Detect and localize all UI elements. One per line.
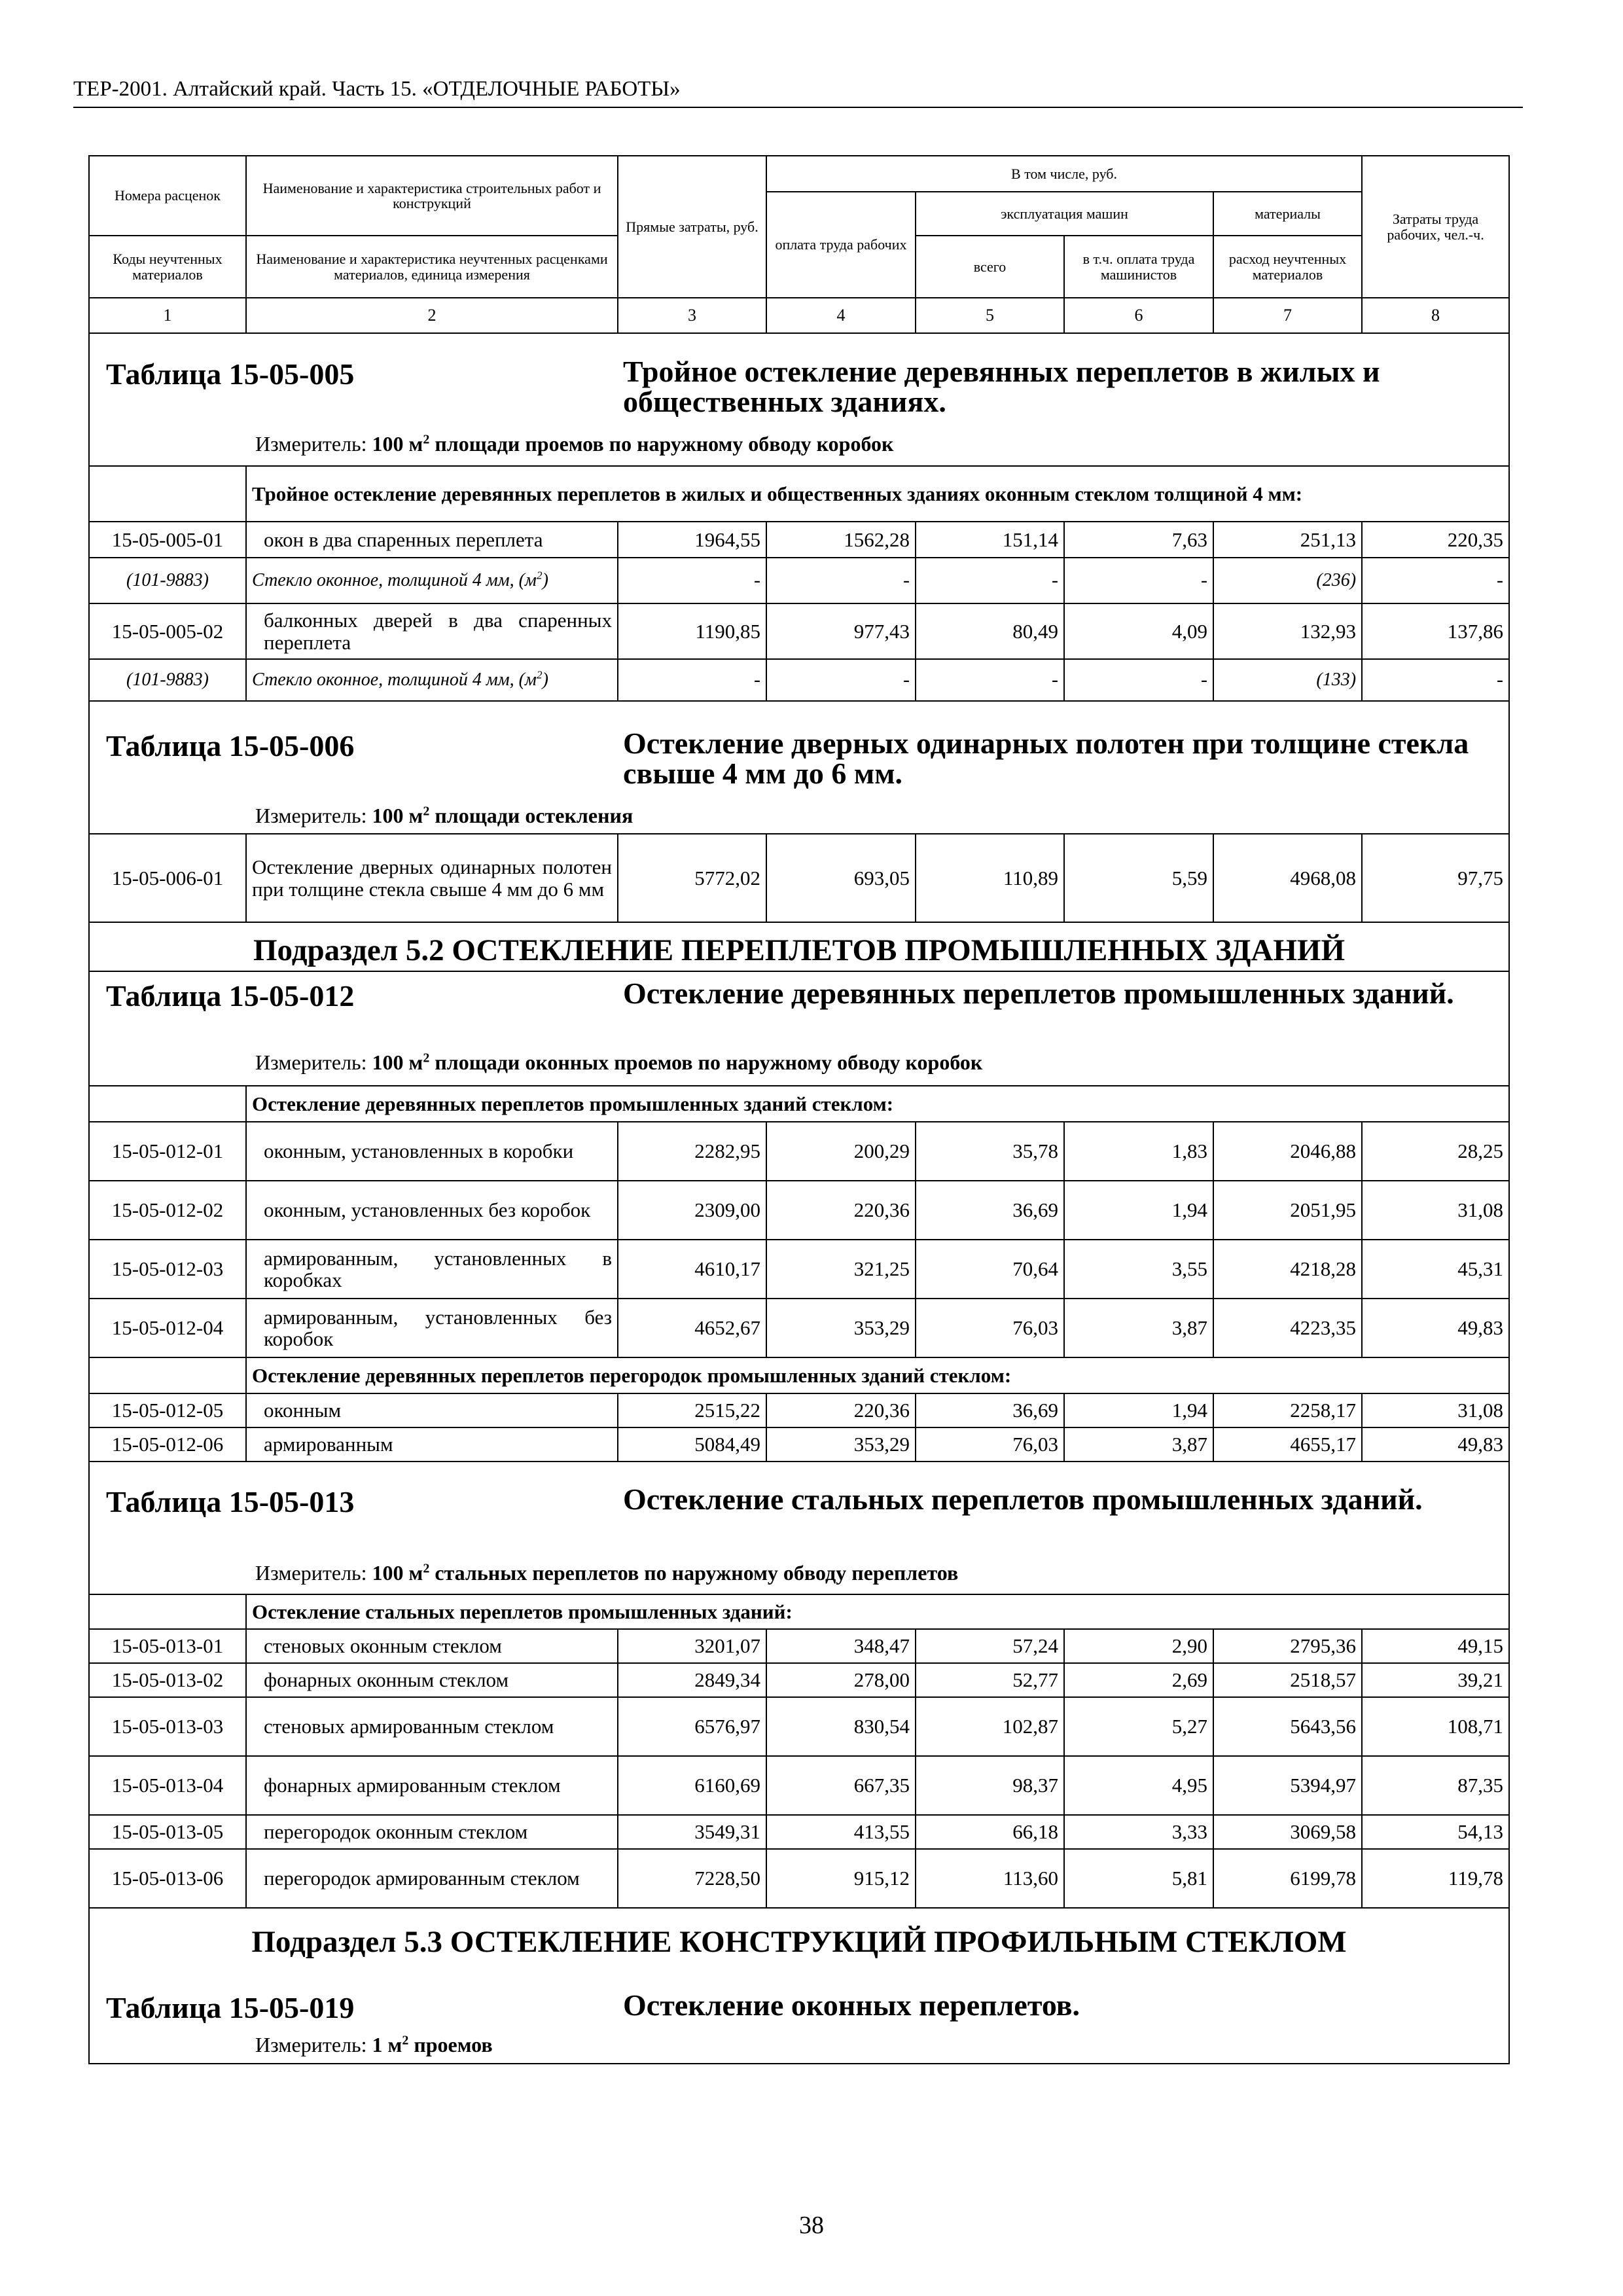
rate-value: 35,78: [916, 1122, 1064, 1181]
rate-name: перегородок армированным стеклом: [246, 1849, 618, 1908]
rate-name: балконных дверей в два спаренных переплета: [246, 603, 618, 659]
col-number: 5: [916, 298, 1064, 333]
table-row: [89, 1299, 1509, 1357]
rate-value: 4968,08: [1213, 834, 1362, 922]
table-number: Таблица 15-05-019: [106, 1991, 355, 2024]
rate-value: 353,29: [766, 1427, 916, 1462]
measure-label: Измеритель:: [255, 2033, 367, 2056]
col-header-machines-total: всего: [916, 236, 1064, 298]
rate-value: 102,87: [916, 1697, 1064, 1756]
table-row: [89, 1815, 1509, 1849]
rate-value: 2046,88: [1213, 1122, 1362, 1181]
material-name-text: Стекло оконное, толщиной 4 мм, (м: [252, 670, 537, 691]
table-measure: [255, 2033, 493, 2057]
rate-value: 915,12: [766, 1849, 916, 1908]
measure-value: 100 м: [372, 1561, 423, 1585]
table-number: Таблица 15-05-006: [106, 729, 355, 762]
rate-value: 5394,97: [1213, 1756, 1362, 1815]
rate-value: 3549,31: [618, 1815, 766, 1849]
rate-value: 693,05: [766, 834, 916, 922]
rate-value: 6576,97: [618, 1697, 766, 1756]
rate-name: перегородок оконным стеклом: [246, 1815, 618, 1849]
rate-name: оконным, установленных в коробки: [246, 1122, 618, 1181]
rate-value: 2282,95: [618, 1122, 766, 1181]
measure-unit: [372, 432, 894, 456]
rate-value: 4218,28: [1213, 1240, 1362, 1299]
rate-value: 413,55: [766, 1815, 916, 1849]
measure-text: площади остекления: [429, 804, 633, 827]
rate-value: 76,03: [916, 1427, 1064, 1462]
rate-value: 80,49: [916, 603, 1064, 659]
rate-code: 15-05-013-06: [89, 1849, 246, 1908]
measure-exponent: 2: [423, 1050, 430, 1066]
col-header-labor-cost: Затраты труда рабочих, чел.-ч.: [1362, 156, 1509, 298]
table-number: Таблица 15-05-005: [106, 357, 355, 391]
rate-value: 2309,00: [618, 1181, 766, 1240]
table-row: [89, 1629, 1509, 1663]
table-row: [89, 1122, 1509, 1181]
rate-value: 6199,78: [1213, 1849, 1362, 1908]
rate-value: 4,09: [1064, 603, 1213, 659]
rate-value: 2258,17: [1213, 1393, 1362, 1427]
measure-label: Измеритель:: [255, 432, 367, 456]
rate-value: 4655,17: [1213, 1427, 1362, 1462]
table-row: [89, 1181, 1509, 1240]
rate-code: 15-05-006-01: [89, 834, 246, 922]
table-title: Тройное остекление деревянных переплетов в жилых и общественных зданиях.: [623, 355, 1380, 418]
group-heading: Остекление деревянных переплетов промышленных зданий стеклом:: [246, 1086, 1509, 1122]
table-row: [89, 522, 1509, 558]
material-unit-exponent: 2: [536, 569, 543, 582]
group-heading: Остекление стальных переплетов промышленных зданий:: [246, 1594, 1509, 1629]
material-value: -: [618, 659, 766, 701]
rate-value: 49,83: [1362, 1299, 1509, 1357]
col-header-codes: Номера расценок: [89, 156, 246, 236]
rate-code: 15-05-013-05: [89, 1815, 246, 1849]
rate-name: армированным, установленных без коробок: [246, 1299, 618, 1357]
material-value: -: [1064, 659, 1213, 701]
measure-exponent: 2: [423, 804, 430, 819]
table-measure: [255, 1561, 958, 1585]
table-row: [89, 834, 1509, 922]
group-spacer: [89, 1086, 246, 1122]
table-heading-block: [89, 1462, 1509, 1594]
rate-value: 251,13: [1213, 522, 1362, 558]
rate-value: 39,21: [1362, 1663, 1509, 1697]
rate-value: 2,69: [1064, 1663, 1213, 1697]
material-code: (101-9883): [89, 659, 246, 701]
material-name-close: ): [542, 670, 548, 691]
rate-value: 36,69: [916, 1393, 1064, 1427]
table-title: Остекление деревянных переплетов промышленных зданий.: [623, 977, 1454, 1010]
rate-value: 2518,57: [1213, 1663, 1362, 1697]
rate-value: 6160,69: [618, 1756, 766, 1815]
page-number: 38: [799, 2212, 824, 2239]
measure-unit: [372, 1050, 983, 1074]
table-row: [89, 1697, 1509, 1756]
rate-value: 2515,22: [618, 1393, 766, 1427]
rate-value: 3,33: [1064, 1815, 1213, 1849]
col-header-name: Наименование и характеристика строительных работ и конструкций: [246, 156, 618, 236]
material-name: [246, 558, 618, 603]
table-heading-block: [89, 701, 1509, 834]
material-value: -: [1064, 558, 1213, 603]
material-value: -: [916, 558, 1064, 603]
col-header-materials: материалы: [1213, 192, 1362, 236]
table-number: Таблица 15-05-012: [106, 979, 355, 1013]
material-value: -: [1362, 558, 1509, 603]
rate-value: 977,43: [766, 603, 916, 659]
table-measure: [255, 432, 893, 456]
rate-value: 5643,56: [1213, 1697, 1362, 1756]
material-unit-exponent: 2: [536, 668, 543, 681]
material-name-close: ): [542, 570, 548, 591]
rate-name: стеновых оконным стеклом: [246, 1629, 618, 1663]
rate-value: 3,87: [1064, 1427, 1213, 1462]
col-header-unaccounted-codes: Коды неучтенных материалов: [89, 236, 246, 298]
measure-label: Измеритель:: [255, 1561, 367, 1585]
col-header-machines-labor: в т.ч. оплата труда машинистов: [1064, 236, 1213, 298]
measure-text: площади оконных проемов по наружному обводу коробок: [429, 1050, 983, 1074]
rate-value: 110,89: [916, 834, 1064, 922]
rate-value: 321,25: [766, 1240, 916, 1299]
rate-value: 4652,67: [618, 1299, 766, 1357]
subsection-title: Подраздел 5.2 ОСТЕКЛЕНИЕ ПЕРЕПЛЕТОВ ПРОМЫШЛЕННЫХ ЗДАНИЙ: [253, 933, 1346, 967]
rate-value: 5,27: [1064, 1697, 1213, 1756]
col-number: 6: [1064, 298, 1213, 333]
rate-name: стеновых армированным стеклом: [246, 1697, 618, 1756]
rate-value: 3,55: [1064, 1240, 1213, 1299]
table-heading-block: [89, 333, 1509, 466]
material-value: -: [766, 659, 916, 701]
rate-value: 151,14: [916, 522, 1064, 558]
table-number: Таблица 15-05-013: [106, 1485, 355, 1518]
rate-value: 2,90: [1064, 1629, 1213, 1663]
measure-exponent: 2: [423, 1561, 430, 1576]
rate-value: 52,77: [916, 1663, 1064, 1697]
material-name-text: Стекло оконное, толщиной 4 мм, (м: [252, 570, 537, 591]
rate-value: 353,29: [766, 1299, 916, 1357]
rate-value: 49,15: [1362, 1629, 1509, 1663]
rate-name: оконным, установленных без коробок: [246, 1181, 618, 1240]
rate-value: 348,47: [766, 1629, 916, 1663]
measure-unit: [372, 2033, 493, 2056]
group-spacer: [89, 1357, 246, 1393]
rate-value: 1190,85: [618, 603, 766, 659]
material-code: (101-9883): [89, 558, 246, 603]
table-row: [89, 1427, 1509, 1462]
material-row: [89, 659, 1509, 701]
measure-value: 1 м: [372, 2033, 402, 2056]
rate-value: 1964,55: [618, 522, 766, 558]
rate-value: 70,64: [916, 1240, 1064, 1299]
material-value: (236): [1213, 558, 1362, 603]
measure-text: площади проемов по наружному обводу коробок: [429, 432, 894, 456]
price-table: [88, 155, 1510, 2064]
rate-value: 66,18: [916, 1815, 1064, 1849]
rate-value: 830,54: [766, 1697, 916, 1756]
table-row: [89, 1849, 1509, 1908]
rate-code: 15-05-013-02: [89, 1663, 246, 1697]
rate-value: 220,36: [766, 1181, 916, 1240]
group-heading: Тройное остекление деревянных переплетов в жилых и общественных зданиях оконным стеклом толщиной 4 мм:: [246, 466, 1509, 522]
rate-value: 220,36: [766, 1393, 916, 1427]
material-row: [89, 558, 1509, 603]
table-row: [89, 1393, 1509, 1427]
col-number: 8: [1362, 298, 1509, 333]
table-heading-block: [89, 1908, 1509, 2064]
rate-value: 28,25: [1362, 1122, 1509, 1181]
group-heading: Остекление деревянных переплетов перегородок промышленных зданий стеклом:: [246, 1357, 1509, 1393]
rate-value: 2795,36: [1213, 1629, 1362, 1663]
col-header-direct: Прямые затраты, руб.: [618, 156, 766, 298]
header-rule: [73, 107, 1523, 108]
running-header: ТЕР-2001. Алтайский край. Часть 15. «ОТДЕЛОЧНЫЕ РАБОТЫ»: [73, 77, 681, 101]
rate-value: 31,08: [1362, 1393, 1509, 1427]
rate-value: 113,60: [916, 1849, 1064, 1908]
col-header-labor-pay: оплата труда рабочих: [766, 192, 916, 298]
rate-value: 200,29: [766, 1122, 916, 1181]
rate-value: 31,08: [1362, 1181, 1509, 1240]
rate-value: 4223,35: [1213, 1299, 1362, 1357]
col-header-machines: эксплуатация машин: [916, 192, 1213, 236]
material-value: (133): [1213, 659, 1362, 701]
material-value: -: [618, 558, 766, 603]
col-number: 4: [766, 298, 916, 333]
rate-value: 5,81: [1064, 1849, 1213, 1908]
subsection-title: Подраздел 5.3 ОСТЕКЛЕНИЕ КОНСТРУКЦИЙ ПРОФИЛЬНЫМ СТЕКЛОМ: [251, 1925, 1347, 1959]
rate-name: армированным: [246, 1427, 618, 1462]
material-value: -: [916, 659, 1064, 701]
col-number: 1: [89, 298, 246, 333]
material-value: -: [766, 558, 916, 603]
rate-code: 15-05-012-04: [89, 1299, 246, 1357]
rate-value: 36,69: [916, 1181, 1064, 1240]
rate-code: 15-05-012-03: [89, 1240, 246, 1299]
table-heading-block: [89, 971, 1509, 1086]
rate-value: 4610,17: [618, 1240, 766, 1299]
rate-code: 15-05-012-01: [89, 1122, 246, 1181]
rate-value: 3,87: [1064, 1299, 1213, 1357]
rate-value: 49,83: [1362, 1427, 1509, 1462]
rate-value: 98,37: [916, 1756, 1064, 1815]
material-value: -: [1362, 659, 1509, 701]
measure-value: 100 м: [372, 432, 423, 456]
rate-value: 3069,58: [1213, 1815, 1362, 1849]
rate-value: 97,75: [1362, 834, 1509, 922]
rate-value: 1562,28: [766, 522, 916, 558]
table-row: [89, 1756, 1509, 1815]
measure-exponent: 2: [423, 432, 430, 447]
rate-code: 15-05-012-06: [89, 1427, 246, 1462]
rate-value: 7,63: [1064, 522, 1213, 558]
measure-value: 100 м: [372, 804, 423, 827]
rate-value: 1,83: [1064, 1122, 1213, 1181]
rate-code: 15-05-005-01: [89, 522, 246, 558]
rate-name: оконным: [246, 1393, 618, 1427]
measure-unit: [372, 1561, 959, 1585]
rate-value: 667,35: [766, 1756, 916, 1815]
rate-value: 5084,49: [618, 1427, 766, 1462]
measure-label: Измеритель:: [255, 1050, 367, 1074]
rate-value: 2051,95: [1213, 1181, 1362, 1240]
rate-value: 7228,50: [618, 1849, 766, 1908]
table-row: [89, 603, 1509, 659]
col-header-materials-unaccounted: расход неучтенных материалов: [1213, 236, 1362, 298]
table-row: [89, 1240, 1509, 1299]
table-title: Остекление стальных переплетов промышленных зданий.: [623, 1482, 1423, 1516]
table-title: Остекление оконных переплетов.: [623, 1988, 1080, 2022]
rate-value: 278,00: [766, 1663, 916, 1697]
rate-value: 45,31: [1362, 1240, 1509, 1299]
rate-value: 76,03: [916, 1299, 1064, 1357]
col-number: 7: [1213, 298, 1362, 333]
material-name: [246, 659, 618, 701]
measure-unit: [372, 804, 633, 827]
table-title: Остекление дверных одинарных полотен при толщине стекла свыше 4 мм до 6 мм.: [623, 726, 1469, 790]
rate-code: 15-05-005-02: [89, 603, 246, 659]
rate-value: 4,95: [1064, 1756, 1213, 1815]
group-spacer: [89, 466, 246, 522]
subsection-block: [89, 922, 1509, 971]
rate-value: 119,78: [1362, 1849, 1509, 1908]
rate-value: 3201,07: [618, 1629, 766, 1663]
col-number: 3: [618, 298, 766, 333]
rate-value: 220,35: [1362, 522, 1509, 558]
rate-value: 108,71: [1362, 1697, 1509, 1756]
rate-value: 1,94: [1064, 1393, 1213, 1427]
rate-code: 15-05-012-02: [89, 1181, 246, 1240]
rate-name: окон в два спаренных переплета: [246, 522, 618, 558]
rate-value: 5,59: [1064, 834, 1213, 922]
col-number: 2: [246, 298, 618, 333]
table-row: [89, 1663, 1509, 1697]
rate-value: 137,86: [1362, 603, 1509, 659]
rate-name: фонарных оконным стеклом: [246, 1663, 618, 1697]
rate-code: 15-05-013-01: [89, 1629, 246, 1663]
col-header-unaccounted-name: Наименование и характеристика неучтенных расценками материалов, единица измерения: [246, 236, 618, 298]
rate-name: Остекление дверных одинарных полотен при толщине стекла свыше 4 мм до 6 мм: [246, 834, 618, 922]
rate-name: армированным, установленных в коробках: [246, 1240, 618, 1299]
rate-value: 1,94: [1064, 1181, 1213, 1240]
measure-label: Измеритель:: [255, 804, 367, 827]
table-measure: [255, 804, 633, 828]
rate-value: 2849,34: [618, 1663, 766, 1697]
rate-value: 87,35: [1362, 1756, 1509, 1815]
rate-value: 54,13: [1362, 1815, 1509, 1849]
rate-code: 15-05-013-04: [89, 1756, 246, 1815]
measure-exponent: 2: [402, 2033, 409, 2048]
measure-text: стальных переплетов по наружному обводу переплетов: [429, 1561, 959, 1585]
rate-code: 15-05-012-05: [89, 1393, 246, 1427]
rate-value: 5772,02: [618, 834, 766, 922]
measure-value: 100 м: [372, 1050, 423, 1074]
rate-value: 57,24: [916, 1629, 1064, 1663]
rate-name: фонарных армированным стеклом: [246, 1756, 618, 1815]
measure-text: проемов: [408, 2033, 493, 2056]
table-measure: [255, 1050, 982, 1075]
group-spacer: [89, 1594, 246, 1629]
col-header-including: В том числе, руб.: [766, 156, 1362, 192]
rate-value: 132,93: [1213, 603, 1362, 659]
rate-code: 15-05-013-03: [89, 1697, 246, 1756]
